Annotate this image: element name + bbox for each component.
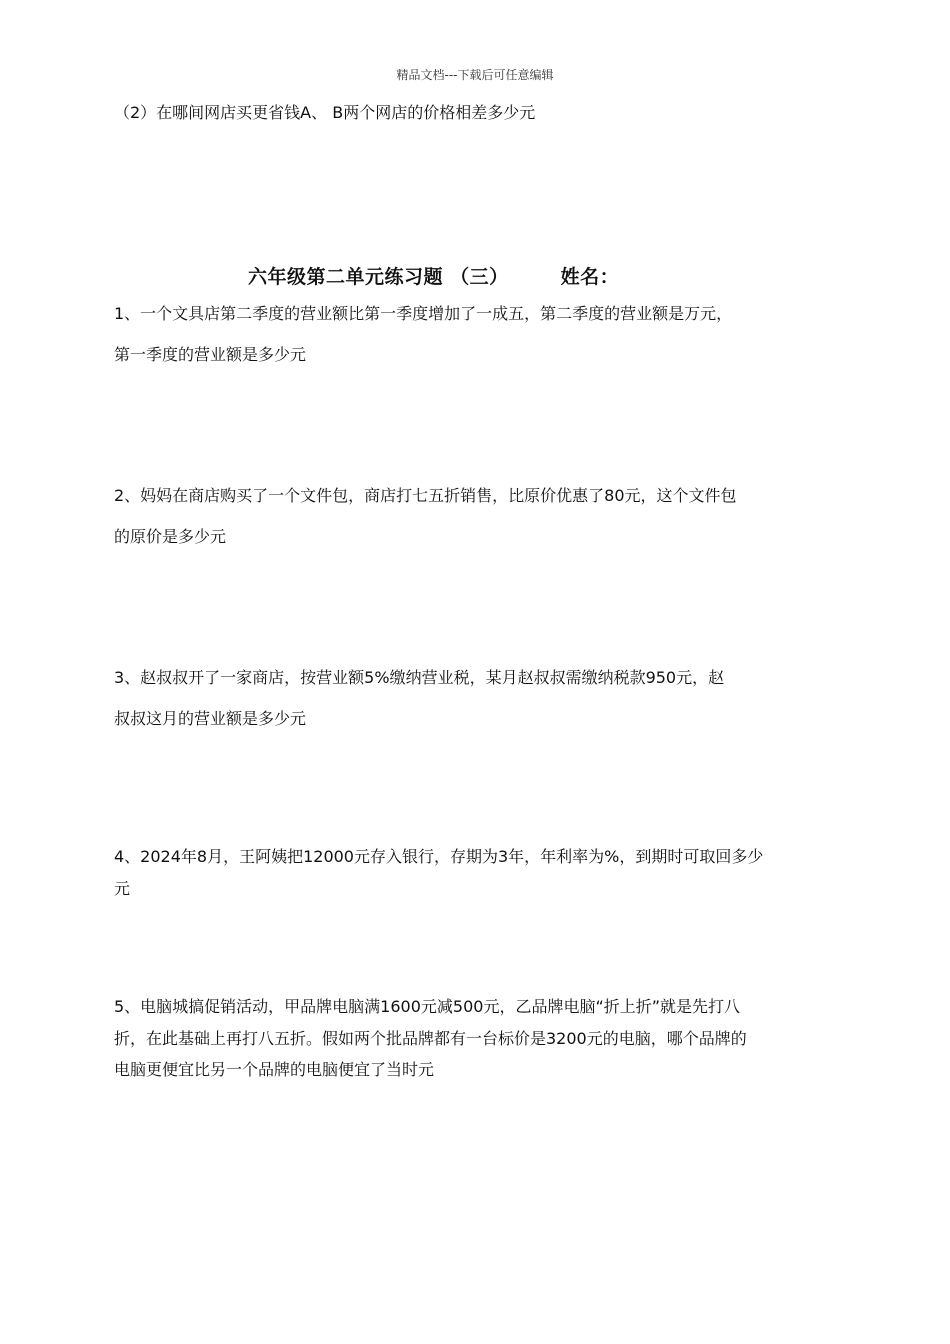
question-1-line-1: 1、一个文具店第二季度的营业额比第一季度增加了一成五，第二季度的营业额是万元， <box>114 304 733 323</box>
page-title <box>248 262 619 289</box>
header-note: 精品文档---下载后可任意编辑 <box>396 68 554 82</box>
previous-question: （2）在哪间网店买更省钱A、 B两个网店的价格相差多少元 <box>114 103 536 122</box>
question-4-line-1: 4、2024年8月，王阿姨把12000元存入银行，存期为3年，年利率为%，到期时可取回多少 <box>114 847 764 866</box>
name-label: 姓名： <box>560 266 620 288</box>
question-2-line-2: 的原价是多少元 <box>114 527 227 546</box>
question-1-line-2: 第一季度的营业额是多少元 <box>114 345 307 364</box>
question-5-line-1: 5、电脑城搞促销活动，甲品牌电脑满1600元减500元，乙品牌电脑“折上折”就是先打八 <box>114 997 741 1016</box>
question-2-line-1: 2、妈妈在商店购买了一个文件包，商店打七五折销售，比原价优惠了80元，这个文件包 <box>114 486 737 505</box>
question-4-line-2: 元 <box>114 879 131 898</box>
title-text: 六年级第二单元练习题 （三） <box>248 266 509 288</box>
question-5-line-2: 折，在此基础上再打八五折。假如两个批品牌都有一台标价是3200元的电脑，哪个品牌的 <box>114 1029 747 1048</box>
question-3-line-2: 叔叔这月的营业额是多少元 <box>114 709 307 728</box>
question-3-line-1: 3、赵叔叔开了一家商店，按营业额5%缴纳营业税，某月赵叔叔需缴纳税款950元，赵 <box>114 668 725 687</box>
question-5-line-3: 电脑更便宜比另一个品牌的电脑便宜了当时元 <box>114 1060 435 1079</box>
